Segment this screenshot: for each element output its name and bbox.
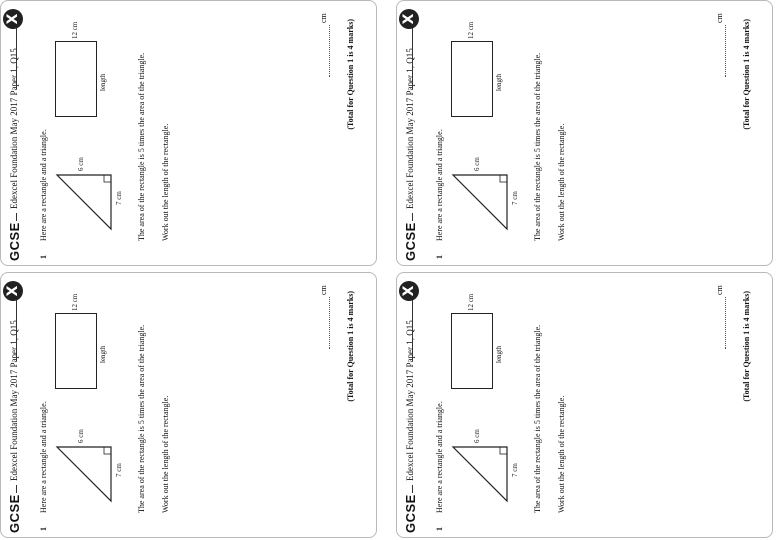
rectangle-width-label: 12 cm xyxy=(467,293,475,311)
worksheet-card-bottom-right xyxy=(396,272,773,538)
question-total-marks: (Total for Question 1 is 4 marks) xyxy=(742,291,751,402)
answer-line[interactable] xyxy=(717,25,726,77)
worksheet-card-top-left xyxy=(0,0,377,266)
question-statement: The area of the rectangle is 5 times the area of the triangle. xyxy=(137,52,146,241)
right-triangle-diagram xyxy=(51,441,121,505)
worksheet-page xyxy=(1,1,377,266)
worksheet-header xyxy=(5,7,27,261)
triangle-base-label: 7 cm xyxy=(511,191,519,205)
question-intro: Here are a rectangle and a triangle. xyxy=(39,129,48,241)
header-rule xyxy=(412,213,413,221)
question-task: Work out the length of the rectangle. xyxy=(161,123,170,241)
question-task: Work out the length of the rectangle. xyxy=(557,395,566,513)
header-rule xyxy=(412,485,413,493)
question-source-title: Edexcel Foundation May 2017 Paper 1, Q15 xyxy=(405,48,415,209)
question-statement: The area of the rectangle is 5 times the area of the triangle. xyxy=(533,324,542,513)
question-task: Work out the length of the rectangle. xyxy=(557,123,566,241)
worksheet-page xyxy=(1,273,377,538)
triangle-base-label: 7 cm xyxy=(115,463,123,477)
triangle-height-label: 6 cm xyxy=(473,429,481,443)
question-total-marks: (Total for Question 1 is 4 marks) xyxy=(742,19,751,130)
question-source-title: Edexcel Foundation May 2017 Paper 1, Q15 xyxy=(405,320,415,481)
brand-label: GCSE xyxy=(403,222,418,261)
worksheet-header xyxy=(401,7,423,261)
question-task: Work out the length of the rectangle. xyxy=(161,395,170,513)
triangle-height-label: 6 cm xyxy=(77,429,85,443)
question-number: 1 xyxy=(39,527,48,531)
rectangle-length-label: length xyxy=(99,73,107,91)
right-triangle-diagram xyxy=(447,169,517,233)
header-rule xyxy=(16,213,17,221)
rectangle-length-label: length xyxy=(495,345,503,363)
worksheet-page xyxy=(397,1,773,266)
rectangle-diagram xyxy=(55,313,97,389)
triangle-height-label: 6 cm xyxy=(77,157,85,171)
answer-line[interactable] xyxy=(321,25,330,77)
header-rule xyxy=(16,291,17,361)
question-intro: Here are a rectangle and a triangle. xyxy=(435,129,444,241)
worksheet-card-top-right xyxy=(396,0,773,266)
rectangle-width-label: 12 cm xyxy=(71,21,79,39)
header-rule xyxy=(412,291,413,361)
brand-label: GCSE xyxy=(7,222,22,261)
worksheet-card-bottom-left xyxy=(0,272,377,538)
logo-x-icon: X xyxy=(3,281,23,301)
right-triangle-diagram xyxy=(447,441,517,505)
answer-unit: cm xyxy=(715,285,724,295)
worksheet-header xyxy=(401,279,423,533)
question-total-marks: (Total for Question 1 is 4 marks) xyxy=(346,19,355,130)
rectangle-diagram xyxy=(451,313,493,389)
answer-line[interactable] xyxy=(321,297,330,349)
triangle-base-label: 7 cm xyxy=(115,191,123,205)
question-source-title: Edexcel Foundation May 2017 Paper 1, Q15 xyxy=(9,48,19,209)
brand-label: GCSE xyxy=(7,494,22,533)
question-intro: Here are a rectangle and a triangle. xyxy=(39,401,48,513)
logo-x-icon: X xyxy=(399,9,419,29)
rectangle-width-label: 12 cm xyxy=(467,21,475,39)
rectangle-diagram xyxy=(55,41,97,117)
worksheet-page xyxy=(397,273,773,538)
right-triangle-diagram xyxy=(51,169,121,233)
header-rule xyxy=(412,19,413,89)
rectangle-length-label: length xyxy=(495,73,503,91)
worksheet-header xyxy=(5,279,27,533)
triangle-base-label: 7 cm xyxy=(511,463,519,477)
triangle-height-label: 6 cm xyxy=(473,157,481,171)
question-number: 1 xyxy=(39,255,48,259)
brand-label: GCSE xyxy=(403,494,418,533)
header-rule xyxy=(16,485,17,493)
logo-x-icon: X xyxy=(3,9,23,29)
answer-line[interactable] xyxy=(717,297,726,349)
question-number: 1 xyxy=(435,255,444,259)
header-rule xyxy=(16,19,17,89)
question-statement: The area of the rectangle is 5 times the area of the triangle. xyxy=(137,324,146,513)
question-number: 1 xyxy=(435,527,444,531)
rectangle-width-label: 12 cm xyxy=(71,293,79,311)
question-total-marks: (Total for Question 1 is 4 marks) xyxy=(346,291,355,402)
answer-unit: cm xyxy=(715,13,724,23)
rectangle-length-label: length xyxy=(99,345,107,363)
rectangle-diagram xyxy=(451,41,493,117)
answer-unit: cm xyxy=(319,285,328,295)
question-source-title: Edexcel Foundation May 2017 Paper 1, Q15 xyxy=(9,320,19,481)
question-intro: Here are a rectangle and a triangle. xyxy=(435,401,444,513)
answer-unit: cm xyxy=(319,13,328,23)
question-statement: The area of the rectangle is 5 times the area of the triangle. xyxy=(533,52,542,241)
logo-x-icon: X xyxy=(399,281,419,301)
